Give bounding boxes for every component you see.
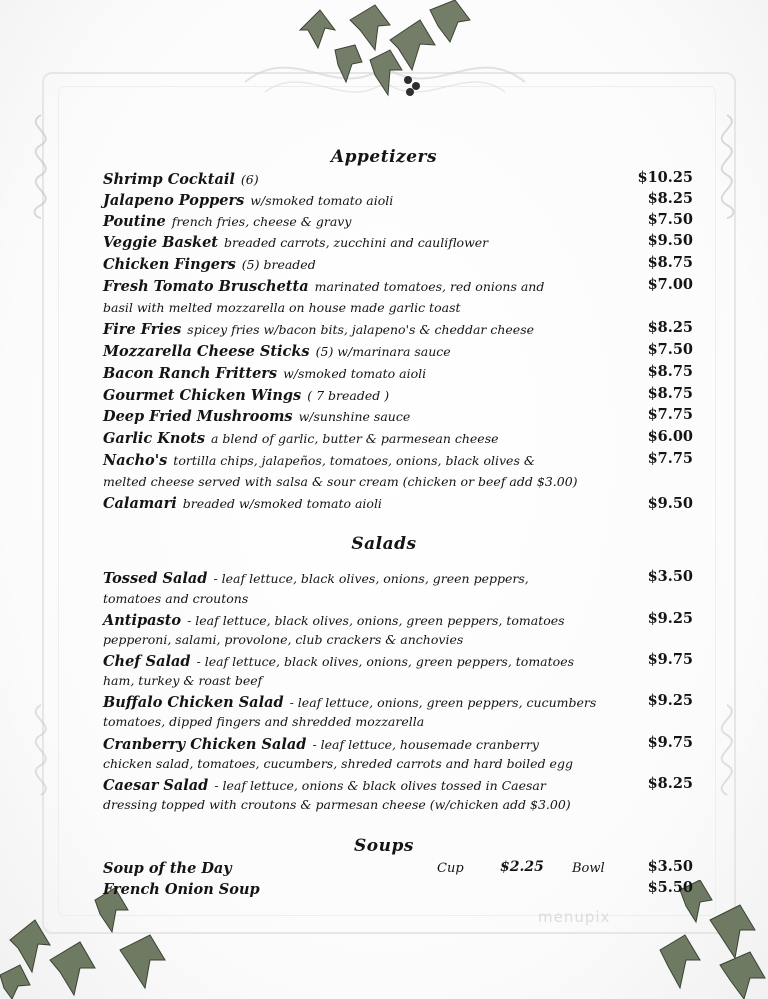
item-price: $5.50 bbox=[647, 879, 693, 896]
menu-item bbox=[103, 568, 693, 588]
item-description: - leaf lettuce, black olives, onions, green peppers, bbox=[213, 571, 529, 586]
item-price: $7.00 bbox=[647, 276, 693, 293]
item-name: Soup of the Day bbox=[103, 860, 232, 877]
item-description-continued: dressing topped with croutons & parmesan cheese (w/chicken add $3.00) bbox=[103, 797, 571, 812]
menu-item bbox=[103, 651, 693, 671]
item-name: Nacho's bbox=[103, 452, 168, 469]
item-description: w/smoked tomato aioli bbox=[250, 193, 394, 208]
menu-item bbox=[103, 190, 693, 210]
item-description: marinated tomatoes, red onions and bbox=[314, 279, 545, 294]
item-name: Deep Fried Mushrooms bbox=[103, 408, 293, 425]
item-price: $8.75 bbox=[647, 363, 693, 380]
menupix-watermark: menupix bbox=[538, 908, 611, 926]
item-name: Chef Salad bbox=[103, 653, 191, 670]
item-description: - leaf lettuce, onions, green peppers, cucumbers bbox=[289, 695, 597, 710]
left-lower-scroll-ornament bbox=[18, 700, 64, 810]
item-description-continued: melted cheese served with salsa & sour cream (chicken or beef add $3.00) bbox=[103, 474, 578, 489]
item-price: $3.50 bbox=[647, 858, 693, 875]
menu-item bbox=[103, 385, 693, 405]
item-name: French Onion Soup bbox=[103, 881, 260, 898]
item-description: breaded carrots, zucchini and cauliflower bbox=[224, 235, 489, 250]
cup-label: Cup bbox=[437, 861, 464, 876]
item-description: (6) bbox=[240, 172, 259, 187]
item-name: Bacon Ranch Fritters bbox=[103, 365, 278, 382]
menu-item bbox=[103, 169, 693, 189]
item-description: (5) breaded bbox=[241, 257, 316, 272]
item-description: w/sunshine sauce bbox=[298, 409, 411, 424]
item-name: Shrimp Cocktail bbox=[103, 171, 235, 188]
item-price: $9.25 bbox=[647, 610, 693, 627]
item-name: Gourmet Chicken Wings bbox=[103, 387, 302, 404]
item-name: Fresh Tomato Bruschetta bbox=[103, 278, 309, 295]
item-name: Garlic Knots bbox=[103, 430, 205, 447]
item-price: $9.50 bbox=[647, 232, 693, 249]
item-name: Buffalo Chicken Salad bbox=[103, 694, 284, 711]
item-price: $7.50 bbox=[647, 341, 693, 358]
menu-item bbox=[103, 319, 693, 339]
bowl-label: Bowl bbox=[572, 861, 605, 876]
item-description: french fries, cheese & gravy bbox=[171, 214, 352, 229]
item-description: breaded w/smoked tomato aioli bbox=[182, 496, 382, 511]
item-description: (5) w/marinara sauce bbox=[315, 344, 451, 359]
menu-item bbox=[103, 341, 693, 361]
menu-item bbox=[103, 775, 693, 795]
menu-item bbox=[103, 254, 693, 274]
ivy-leaves-top-decoration bbox=[280, 0, 480, 130]
item-price: $7.50 bbox=[647, 211, 693, 228]
menu-item bbox=[103, 276, 693, 296]
item-price: $9.50 bbox=[647, 495, 693, 512]
item-name: Cranberry Chicken Salad bbox=[103, 736, 307, 753]
item-description-continued: ham, turkey & roast beef bbox=[103, 673, 263, 688]
cup-price: $2.25 bbox=[500, 859, 544, 875]
item-description: - leaf lettuce, black olives, onions, green peppers, tomatoes bbox=[196, 654, 574, 669]
salads-heading: Salads bbox=[351, 534, 417, 554]
item-name: Antipasto bbox=[103, 612, 182, 629]
item-description: tortilla chips, jalapeños, tomatoes, onions, black olives & bbox=[173, 453, 535, 468]
item-description-continued: basil with melted mozzarella on house made garlic toast bbox=[103, 300, 461, 315]
item-price: $3.50 bbox=[647, 568, 693, 585]
item-name: Poutine bbox=[103, 213, 166, 230]
item-description: a blend of garlic, butter & parmesean cheese bbox=[211, 431, 499, 446]
soups-heading: Soups bbox=[354, 836, 414, 856]
item-price: $9.25 bbox=[647, 692, 693, 709]
item-description-continued: tomatoes and croutons bbox=[103, 591, 249, 606]
item-price: $6.00 bbox=[647, 428, 693, 445]
item-description: - leaf lettuce, black olives, onions, green peppers, tomatoes bbox=[187, 613, 565, 628]
menu-item bbox=[103, 493, 693, 513]
item-price: $8.75 bbox=[647, 254, 693, 271]
item-name: Fire Fries bbox=[103, 321, 182, 338]
item-description: - leaf lettuce, housemade cranberry bbox=[312, 737, 539, 752]
menu-item bbox=[103, 363, 693, 383]
item-price: $8.25 bbox=[647, 319, 693, 336]
item-name: Mozzarella Cheese Sticks bbox=[103, 343, 310, 360]
item-price: $7.75 bbox=[647, 450, 693, 467]
right-lower-scroll-ornament bbox=[704, 700, 750, 810]
menu-item bbox=[103, 734, 693, 754]
item-name: Tossed Salad bbox=[103, 570, 208, 587]
item-description: - leaf lettuce, onions & black olives tossed in Caesar bbox=[214, 778, 546, 793]
item-price: $9.75 bbox=[647, 651, 693, 668]
item-name: Caesar Salad bbox=[103, 777, 209, 794]
item-price: $9.75 bbox=[647, 734, 693, 751]
item-price: $10.25 bbox=[637, 169, 693, 186]
item-description: w/smoked tomato aioli bbox=[283, 366, 427, 381]
item-name: Chicken Fingers bbox=[103, 256, 236, 273]
item-description-continued: chicken salad, tomatoes, cucumbers, shreded carrots and hard boiled egg bbox=[103, 756, 573, 771]
item-description: ( 7 breaded ) bbox=[307, 388, 390, 403]
item-name: Veggie Basket bbox=[103, 234, 218, 251]
item-name: Calamari bbox=[103, 495, 177, 512]
menu-item bbox=[103, 406, 693, 426]
menu-item bbox=[103, 879, 693, 899]
appetizers-heading: Appetizers bbox=[330, 147, 438, 167]
item-price: $8.75 bbox=[647, 385, 693, 402]
menu-item bbox=[103, 428, 693, 448]
item-description-continued: pepperoni, salami, provolone, club crackers & anchovies bbox=[103, 632, 464, 647]
menu-item bbox=[103, 610, 693, 630]
item-name: Jalapeno Poppers bbox=[103, 192, 245, 209]
item-description: spicey fries w/bacon bits, jalapeno's & cheddar cheese bbox=[187, 322, 535, 337]
menu-item bbox=[103, 692, 693, 712]
item-price: $8.25 bbox=[647, 190, 693, 207]
item-price: $7.75 bbox=[647, 406, 693, 423]
menu-item bbox=[103, 450, 693, 470]
menu-item bbox=[103, 211, 693, 231]
item-description-continued: tomatoes, dipped fingers and shredded mozzarella bbox=[103, 714, 425, 729]
menu-item bbox=[103, 232, 693, 252]
item-price: $8.25 bbox=[647, 775, 693, 792]
